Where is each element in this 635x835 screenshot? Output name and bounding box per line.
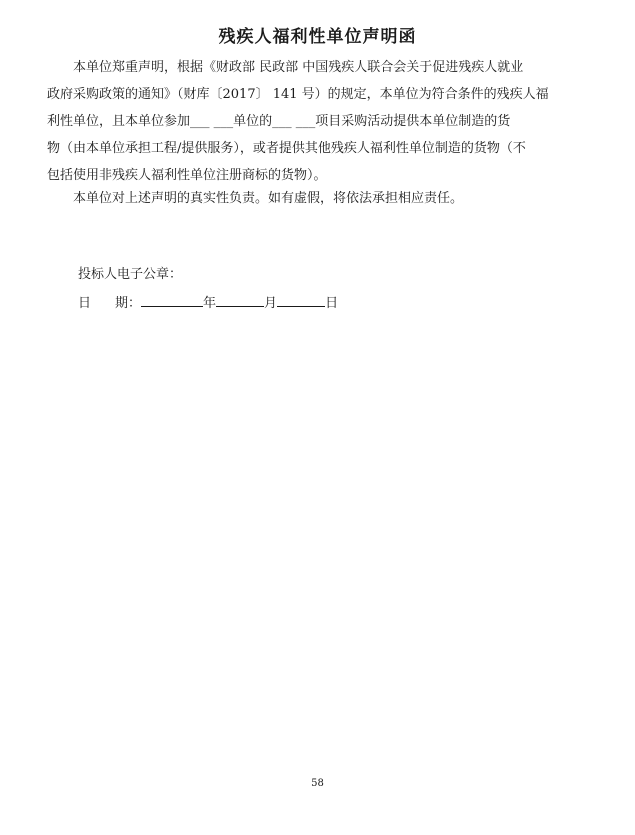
page-number: 58: [311, 778, 324, 789]
date-label-qi: 期：: [115, 296, 142, 311]
date-label-ri: 日: [78, 296, 92, 311]
day-label: 日: [325, 296, 339, 311]
day-blank-field[interactable]: [277, 293, 325, 307]
paragraph-line-1: 本单位郑重声明，根据《财政部 民政部 中国残疾人联合会关于促进残疾人就业: [73, 60, 524, 75]
month-blank-field[interactable]: [216, 293, 264, 307]
document-title: 残疾人福利性单位声明函: [218, 27, 417, 47]
paragraph-line-3: 利性单位，且本单位参加___ ___单位的___ ___项目采购活动提供本单位制造的货: [47, 114, 511, 129]
date-row: [78, 292, 338, 311]
paragraph-line-4: 物（由本单位承担工程/提供服务），或者提供其他残疾人福利性单位制造的货物（不: [47, 141, 526, 156]
year-blank-field[interactable]: [141, 293, 203, 307]
month-label: 月: [264, 296, 278, 311]
year-label: 年: [203, 296, 217, 311]
signature-label: 投标人电子公章：: [78, 267, 183, 282]
declaration-paragraph: [47, 54, 587, 189]
paragraph-line-2: 政府采购政策的通知》（财库〔2017〕 141 号）的规定，本单位为符合条件的残疾人福: [47, 87, 549, 102]
paragraph-line-5: 包括使用非残疾人福利性单位注册商标的货物）。: [47, 168, 327, 183]
responsibility-paragraph: 本单位对上述声明的真实性负责。如有虚假，将依法承担相应责任。: [73, 191, 464, 206]
